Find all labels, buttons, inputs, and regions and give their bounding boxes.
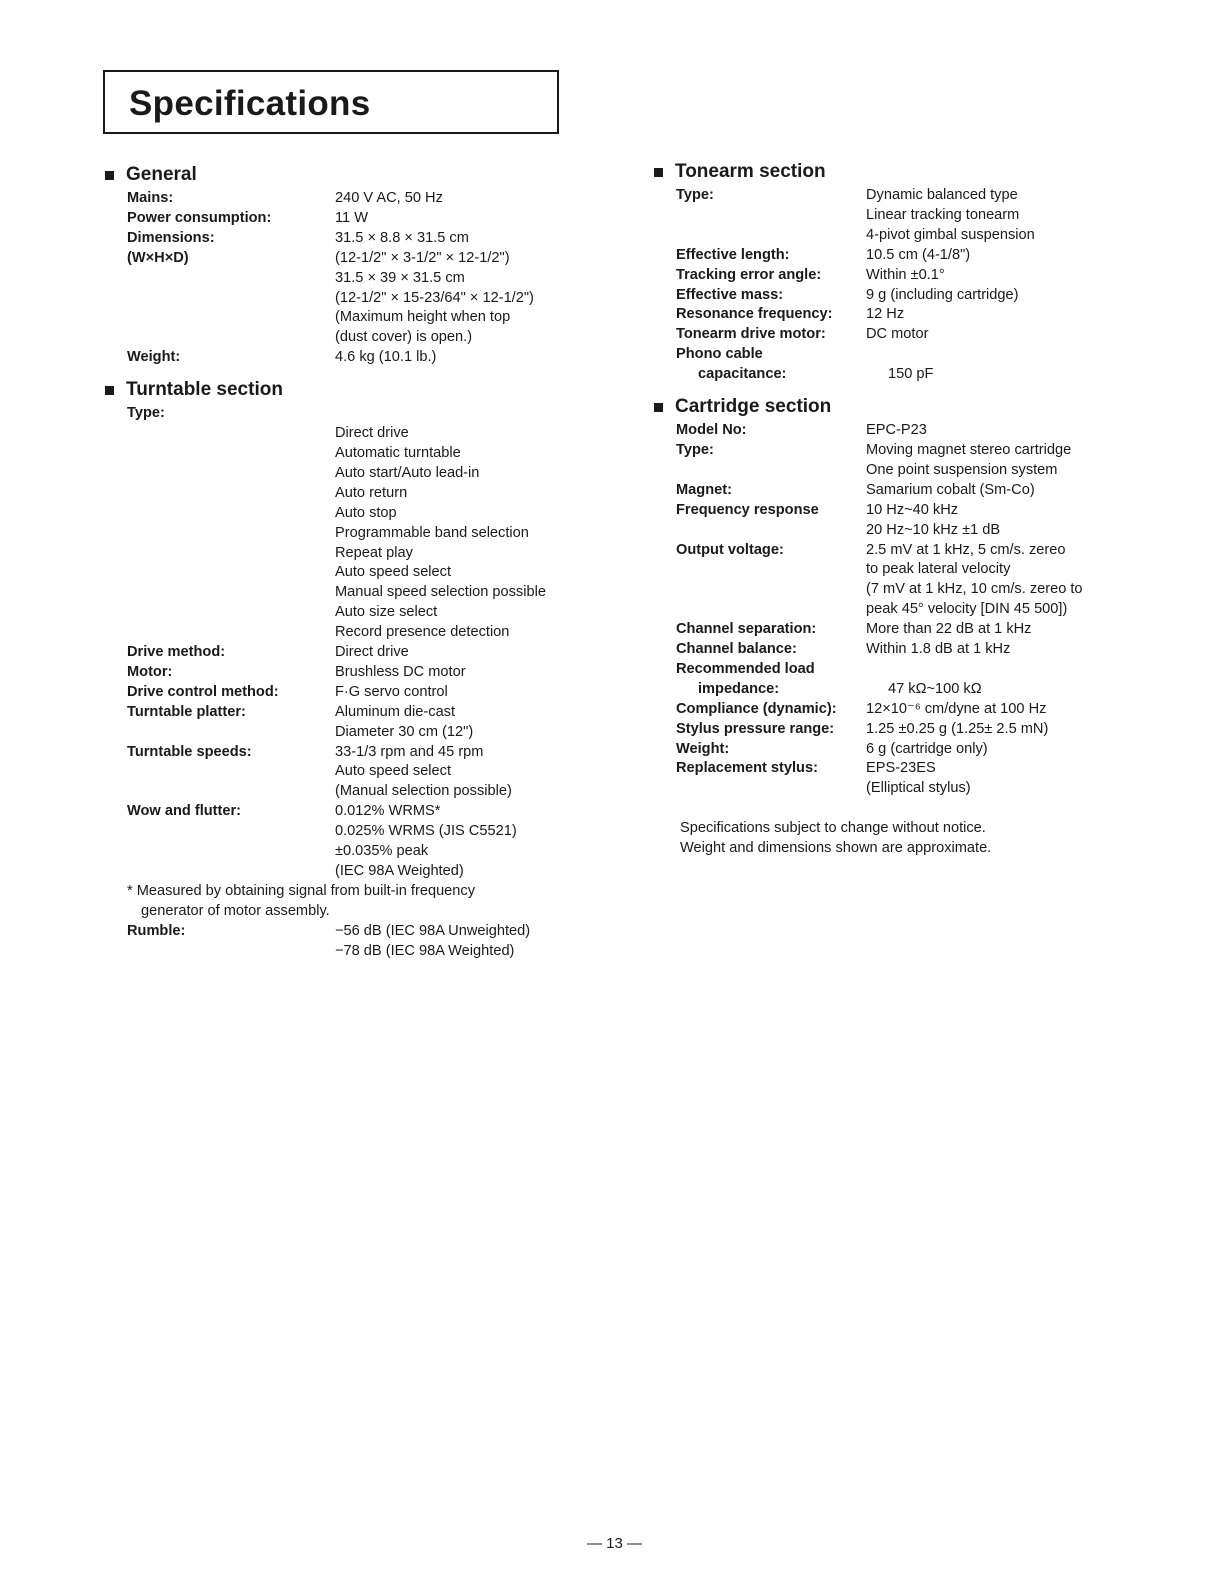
section-heading bbox=[652, 160, 1152, 184]
spec-values bbox=[866, 700, 1152, 720]
spec-value: 47 kΩ~100 kΩ bbox=[888, 680, 982, 697]
spec-value: 31.5 × 39 × 31.5 cm bbox=[335, 269, 465, 286]
spec-value: Repeat play bbox=[335, 544, 413, 561]
spec-values bbox=[866, 720, 1152, 740]
spec-value: Record presence detection bbox=[335, 624, 510, 641]
spec-row bbox=[676, 620, 1152, 640]
spec-rows bbox=[127, 404, 583, 882]
spec-section bbox=[652, 395, 1152, 799]
spec-label: (W×H×D) bbox=[127, 249, 189, 266]
spec-row bbox=[127, 189, 583, 209]
spec-label: Dimensions: bbox=[127, 229, 215, 246]
spec-label: Model No: bbox=[676, 422, 747, 439]
spec-row bbox=[127, 743, 583, 803]
spec-values bbox=[866, 421, 1152, 441]
disclaimer-line: Weight and dimensions shown are approximate. bbox=[680, 840, 992, 857]
spec-row bbox=[676, 700, 1152, 720]
spec-label: Type: bbox=[676, 187, 714, 203]
spec-values bbox=[335, 209, 583, 229]
spec-row bbox=[127, 683, 583, 703]
spec-value: (IEC 98A Weighted) bbox=[335, 863, 464, 879]
spec-label: Channel balance: bbox=[676, 641, 797, 658]
spec-value: 31.5 × 8.8 × 31.5 cm bbox=[335, 229, 469, 246]
disclaimer-line: Specifications subject to change without notice. bbox=[680, 820, 986, 837]
spec-values bbox=[335, 189, 583, 209]
spec-values bbox=[866, 640, 1152, 660]
spec-value: Auto speed select bbox=[335, 564, 452, 581]
spec-row bbox=[676, 266, 1152, 286]
spec-values bbox=[888, 680, 1152, 700]
spec-value: (12-1/2" × 15-23/64" × 12-1/2") bbox=[335, 289, 534, 306]
spec-value: 11 W bbox=[335, 209, 368, 226]
spec-row bbox=[676, 246, 1152, 266]
spec-value: (7 mV at 1 kHz, 10 cm/s. zereo to bbox=[866, 581, 1083, 598]
spec-label: Turntable speeds: bbox=[127, 743, 252, 760]
spec-values bbox=[866, 325, 1152, 345]
title-box bbox=[103, 70, 559, 134]
spec-values bbox=[335, 922, 583, 962]
spec-values bbox=[866, 441, 1152, 481]
spec-row bbox=[127, 348, 583, 368]
spec-values bbox=[866, 246, 1152, 266]
spec-row bbox=[676, 345, 1152, 365]
spec-label: Turntable platter: bbox=[127, 703, 246, 720]
section-title: Cartridge section bbox=[675, 396, 832, 418]
spec-value: 4-pivot gimbal suspension bbox=[866, 226, 1035, 243]
spec-row bbox=[676, 501, 1152, 541]
spec-label: Frequency response bbox=[676, 501, 819, 518]
spec-values bbox=[866, 660, 1152, 680]
spec-row bbox=[127, 404, 583, 643]
spec-values bbox=[335, 683, 583, 703]
spec-values bbox=[866, 186, 1152, 246]
section-heading bbox=[103, 378, 583, 402]
spec-row bbox=[676, 441, 1152, 481]
spec-label: Tonearm drive motor: bbox=[676, 326, 826, 343]
spec-values bbox=[866, 740, 1152, 760]
spec-label: Recommended load bbox=[676, 660, 815, 677]
spec-label: Stylus pressure range: bbox=[676, 720, 835, 737]
spec-value: Direct drive bbox=[335, 425, 409, 442]
spec-value: Brushless DC motor bbox=[335, 663, 466, 680]
spec-value: 20 Hz~10 kHz ±1 dB bbox=[866, 521, 1001, 538]
spec-value: −78 dB (IEC 98A Weighted) bbox=[335, 942, 515, 959]
spec-value: 1.25 ±0.25 g (1.25± 2.5 mN) bbox=[866, 720, 1049, 737]
spec-row bbox=[676, 421, 1152, 441]
spec-value: 9 g (including cartridge) bbox=[866, 286, 1019, 303]
spec-label: Resonance frequency: bbox=[676, 306, 833, 323]
spec-value: 33-1/3 rpm and 45 rpm bbox=[335, 743, 484, 760]
spec-value: Aluminum die-cast bbox=[335, 703, 456, 720]
spec-row bbox=[676, 541, 1152, 621]
spec-value: Automatic turntable bbox=[335, 444, 461, 461]
spec-value: EPC-P23 bbox=[866, 422, 927, 439]
spec-value: 150 pF bbox=[888, 366, 934, 383]
spec-value bbox=[335, 404, 583, 424]
spec-label: Motor: bbox=[127, 663, 173, 680]
note-line: * Measured by obtaining signal from built-in frequency bbox=[127, 882, 476, 899]
spec-value: 0.025% WRMS (JIS C5521) bbox=[335, 823, 517, 840]
spec-row bbox=[127, 922, 583, 962]
spec-value: Auto start/Auto lead-in bbox=[335, 464, 480, 481]
spec-value: (Elliptical stylus) bbox=[866, 780, 971, 797]
spec-values bbox=[335, 743, 583, 803]
spec-value: 10.5 cm (4-1/8") bbox=[866, 246, 971, 263]
spec-value: Within ±0.1° bbox=[866, 266, 945, 283]
spec-value: (dust cover) is open.) bbox=[335, 329, 473, 346]
spec-values bbox=[866, 305, 1152, 325]
spec-value: EPS-23ES bbox=[866, 760, 936, 777]
spec-values bbox=[335, 348, 583, 368]
spec-section bbox=[652, 160, 1152, 385]
spec-label: Effective length: bbox=[676, 246, 790, 263]
spec-value: ±0.035% peak bbox=[335, 843, 429, 860]
spec-values bbox=[866, 266, 1152, 286]
spec-section bbox=[103, 378, 583, 961]
spec-value: More than 22 dB at 1 kHz bbox=[866, 621, 1032, 638]
section-heading bbox=[652, 395, 1152, 419]
spec-label: Drive method: bbox=[127, 644, 226, 661]
spec-section bbox=[103, 163, 583, 368]
spec-value: 12 Hz bbox=[866, 306, 905, 323]
spec-values bbox=[866, 481, 1152, 501]
spec-value: 6 g (cartridge only) bbox=[866, 740, 988, 757]
spec-row bbox=[127, 229, 583, 249]
spec-value: Manual speed selection possible bbox=[335, 584, 546, 601]
left-column bbox=[103, 163, 583, 972]
spec-row bbox=[676, 365, 1152, 385]
spec-rows bbox=[676, 421, 1152, 799]
spec-value bbox=[866, 660, 1152, 680]
spec-value: 10 Hz~40 kHz bbox=[866, 501, 959, 518]
spec-values bbox=[866, 620, 1152, 640]
spec-label: Phono cable bbox=[676, 346, 763, 363]
bullet-square-icon bbox=[105, 171, 114, 180]
spec-values bbox=[335, 663, 583, 683]
right-column bbox=[652, 160, 1152, 859]
spec-row bbox=[676, 286, 1152, 306]
spec-value: peak 45° velocity [DIN 45 500]) bbox=[866, 601, 1068, 618]
spec-values bbox=[866, 501, 1152, 541]
spec-label: Mains: bbox=[127, 190, 174, 206]
section-title: General bbox=[126, 164, 197, 185]
spec-value: (Manual selection possible) bbox=[335, 783, 512, 800]
spec-value: Moving magnet stereo cartridge bbox=[866, 441, 1072, 458]
spec-label: Effective mass: bbox=[676, 286, 784, 303]
spec-value: 12×10⁻⁶ cm/dyne at 100 Hz bbox=[866, 700, 1047, 717]
spec-label: Weight: bbox=[676, 740, 730, 757]
spec-value: 0.012% WRMS* bbox=[335, 803, 441, 820]
spec-label: Compliance (dynamic): bbox=[676, 700, 837, 717]
spec-label: Rumble: bbox=[127, 922, 186, 939]
spec-value: 4.6 kg (10.1 lb.) bbox=[335, 349, 437, 366]
spec-value: Auto size select bbox=[335, 604, 438, 621]
spec-values bbox=[335, 229, 583, 249]
spec-values bbox=[866, 759, 1152, 799]
spec-value: 2.5 mV at 1 kHz, 5 cm/s. zereo bbox=[866, 541, 1066, 558]
spec-row bbox=[676, 740, 1152, 760]
spec-value: Within 1.8 dB at 1 kHz bbox=[866, 641, 1011, 658]
page-title: Specifications bbox=[129, 84, 371, 123]
spec-value: One point suspension system bbox=[866, 461, 1058, 478]
spec-value: Diameter 30 cm (12") bbox=[335, 723, 474, 740]
spec-value: Programmable band selection bbox=[335, 524, 529, 541]
spec-value bbox=[866, 345, 1152, 365]
spec-label: Type: bbox=[676, 441, 714, 458]
spec-values bbox=[335, 802, 583, 882]
spec-value: DC motor bbox=[866, 326, 929, 343]
spec-label: Power consumption: bbox=[127, 209, 272, 226]
section-heading bbox=[103, 163, 583, 187]
spec-values bbox=[866, 286, 1152, 306]
spec-row bbox=[676, 720, 1152, 740]
spec-row bbox=[127, 643, 583, 663]
spec-row bbox=[127, 802, 583, 882]
bullet-square-icon bbox=[105, 386, 114, 395]
spec-label: Magnet: bbox=[676, 481, 732, 498]
spec-row bbox=[676, 481, 1152, 501]
spec-label: Wow and flutter: bbox=[127, 803, 242, 820]
spec-row bbox=[676, 305, 1152, 325]
bullet-square-icon bbox=[654, 403, 663, 412]
section-title: Tonearm section bbox=[675, 161, 826, 182]
spec-row bbox=[127, 209, 583, 229]
spec-row bbox=[676, 660, 1152, 680]
spec-values bbox=[335, 703, 583, 743]
spec-value: F·G servo control bbox=[335, 683, 448, 700]
spec-label: Replacement stylus: bbox=[676, 760, 818, 777]
page-number: — 13 — bbox=[586, 1535, 643, 1552]
disclaimer bbox=[680, 819, 1152, 859]
spec-value: Auto speed select bbox=[335, 763, 452, 780]
spec-label: Channel separation: bbox=[676, 621, 817, 638]
spec-label: capacitance: bbox=[698, 366, 787, 383]
spec-row bbox=[676, 759, 1152, 799]
spec-value: Samarium cobalt (Sm-Co) bbox=[866, 481, 1035, 498]
spec-value: Direct drive bbox=[335, 644, 409, 661]
note-line: generator of motor assembly. bbox=[141, 902, 330, 919]
spec-rows bbox=[127, 189, 583, 368]
spec-value: Linear tracking tonearm bbox=[866, 206, 1020, 223]
spec-label: Tracking error angle: bbox=[676, 266, 822, 283]
spec-values bbox=[866, 541, 1152, 621]
spec-value: (12-1/2" × 3-1/2" × 12-1/2") bbox=[335, 249, 510, 266]
footnote-measured bbox=[127, 882, 583, 922]
section-title: Turntable section bbox=[126, 379, 283, 401]
spec-label: Weight: bbox=[127, 349, 181, 366]
spec-values bbox=[335, 643, 583, 663]
spec-label: Output voltage: bbox=[676, 541, 784, 558]
spec-value: −56 dB (IEC 98A Unweighted) bbox=[335, 922, 531, 939]
spec-rows bbox=[127, 922, 583, 962]
spec-values bbox=[335, 249, 583, 349]
spec-value: Auto stop bbox=[335, 504, 397, 521]
spec-row bbox=[676, 640, 1152, 660]
bullet-square-icon bbox=[654, 168, 663, 177]
spec-values bbox=[866, 345, 1152, 365]
spec-value: 240 V AC, 50 Hz bbox=[335, 190, 443, 206]
spec-row bbox=[676, 325, 1152, 345]
spec-row bbox=[676, 186, 1152, 246]
spec-value: (Maximum height when top bbox=[335, 309, 511, 326]
spec-label: impedance: bbox=[698, 680, 780, 697]
spec-row bbox=[127, 249, 583, 349]
spec-rows bbox=[676, 186, 1152, 385]
spec-row bbox=[127, 663, 583, 683]
spec-values bbox=[888, 365, 1152, 385]
spec-value: Dynamic balanced type bbox=[866, 187, 1018, 203]
spec-values bbox=[335, 404, 583, 643]
spec-value: Auto return bbox=[335, 484, 408, 501]
spec-label: Drive control method: bbox=[127, 683, 279, 700]
spec-label: Type: bbox=[127, 405, 165, 422]
spec-value: to peak lateral velocity bbox=[866, 561, 1011, 578]
spec-row bbox=[676, 680, 1152, 700]
spec-row bbox=[127, 703, 583, 743]
